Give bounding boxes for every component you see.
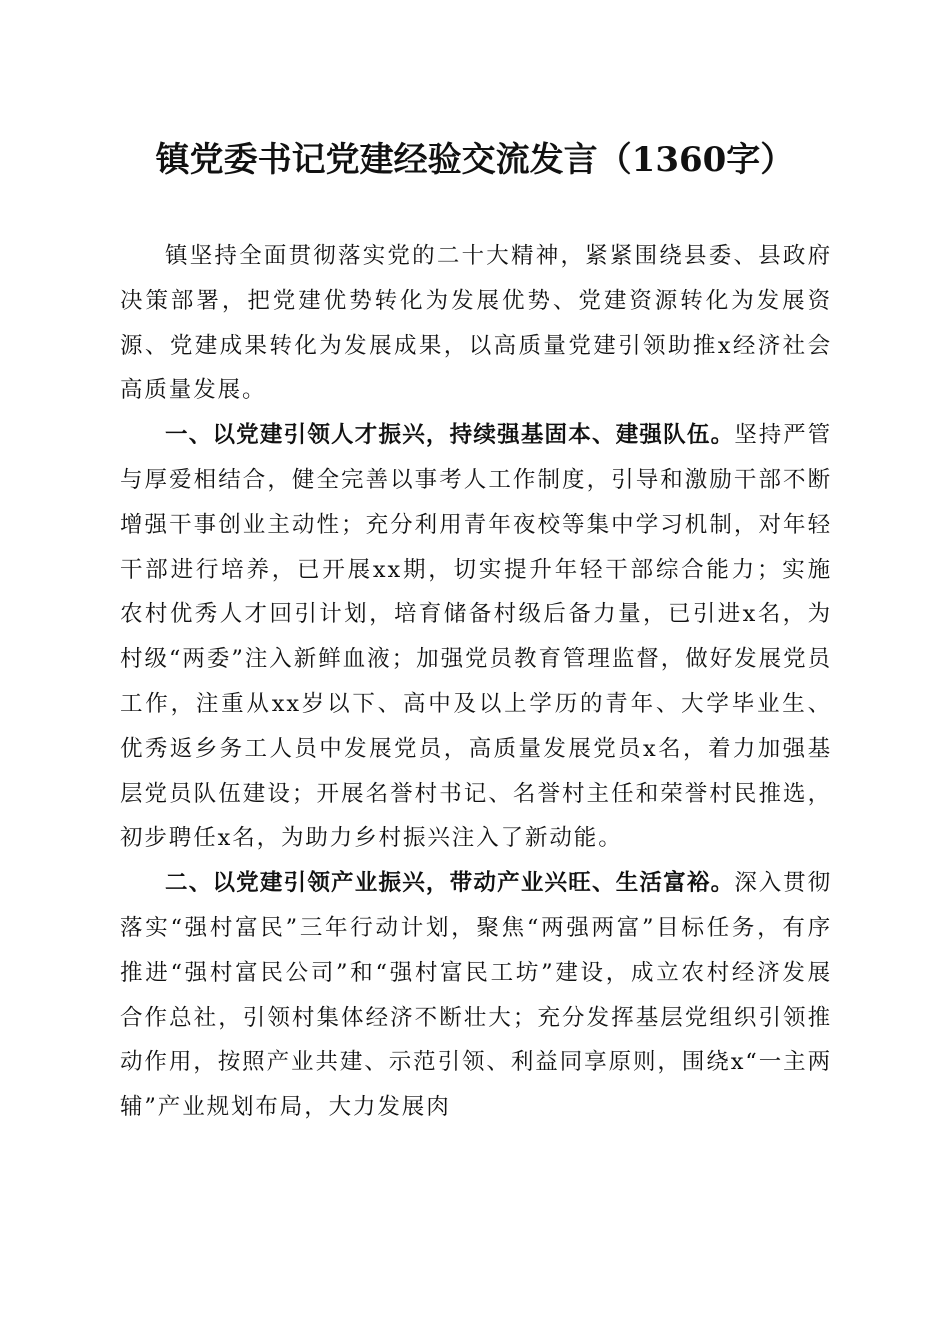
paragraph-text: 坚持严管与厚爱相结合，健全完善以事考人工作制度，引导和激励干部不断增强干事创业主动性；充分利用青年夜校等集中学习机制，对年轻干部进行培养，已开展xx期，切实提升年轻干部综合能力；实施农村优秀人才回引计划，培育储备村级后备力量，已引进x名，为村级“两委”注入新鲜血液；加强党员教育管理监督，做好发展党员工作，注重从xx岁以下、高中及以上学历的青年、大学毕业生、优秀返乡务工人员中发展党员，高质量发展党员x名，着力加强基层党员队伍建设；开展名誉村书记、名誉村主任和荣誉村民推选，初步聘任x名，为助力乡村振兴注入了新动能。 <box>120 422 832 852</box>
paragraph-text: 深入贯彻落实“强村富民”三年行动计划，聚焦“两强两富”目标任务，有序推进“强村富民公司”和“强村富民工坊”建设，成立农村经济发展合作总社，引领村集体经济不断壮大；充分发挥基层党组织引领推动作用，按照产业共建、示范引领、利益同享原则，围绕x“一主两辅”产业规划布局，大力发展肉 <box>120 870 832 1121</box>
document-body <box>120 234 832 1130</box>
paragraph-industry-revitalization <box>120 861 832 1130</box>
paragraph-talent-revitalization <box>120 413 832 861</box>
document-title: 镇党委书记党建经验交流发言（1360字） <box>155 140 795 180</box>
paragraph-heading: 一、以党建引领人才振兴，持续强基固本、建强队伍。 <box>165 422 735 449</box>
paragraph-text: 镇坚持全面贯彻落实党的二十大精神，紧紧围绕县委、县政府决策部署，把党建优势转化为发展优势、党建资源转化为发展资源、党建成果转化为发展成果，以高质量党建引领助推x经济社会高质量发展。 <box>120 243 832 404</box>
paragraph-intro <box>120 234 832 413</box>
paragraph-heading: 二、以党建引领产业振兴，带动产业兴旺、生活富裕。 <box>165 870 735 897</box>
